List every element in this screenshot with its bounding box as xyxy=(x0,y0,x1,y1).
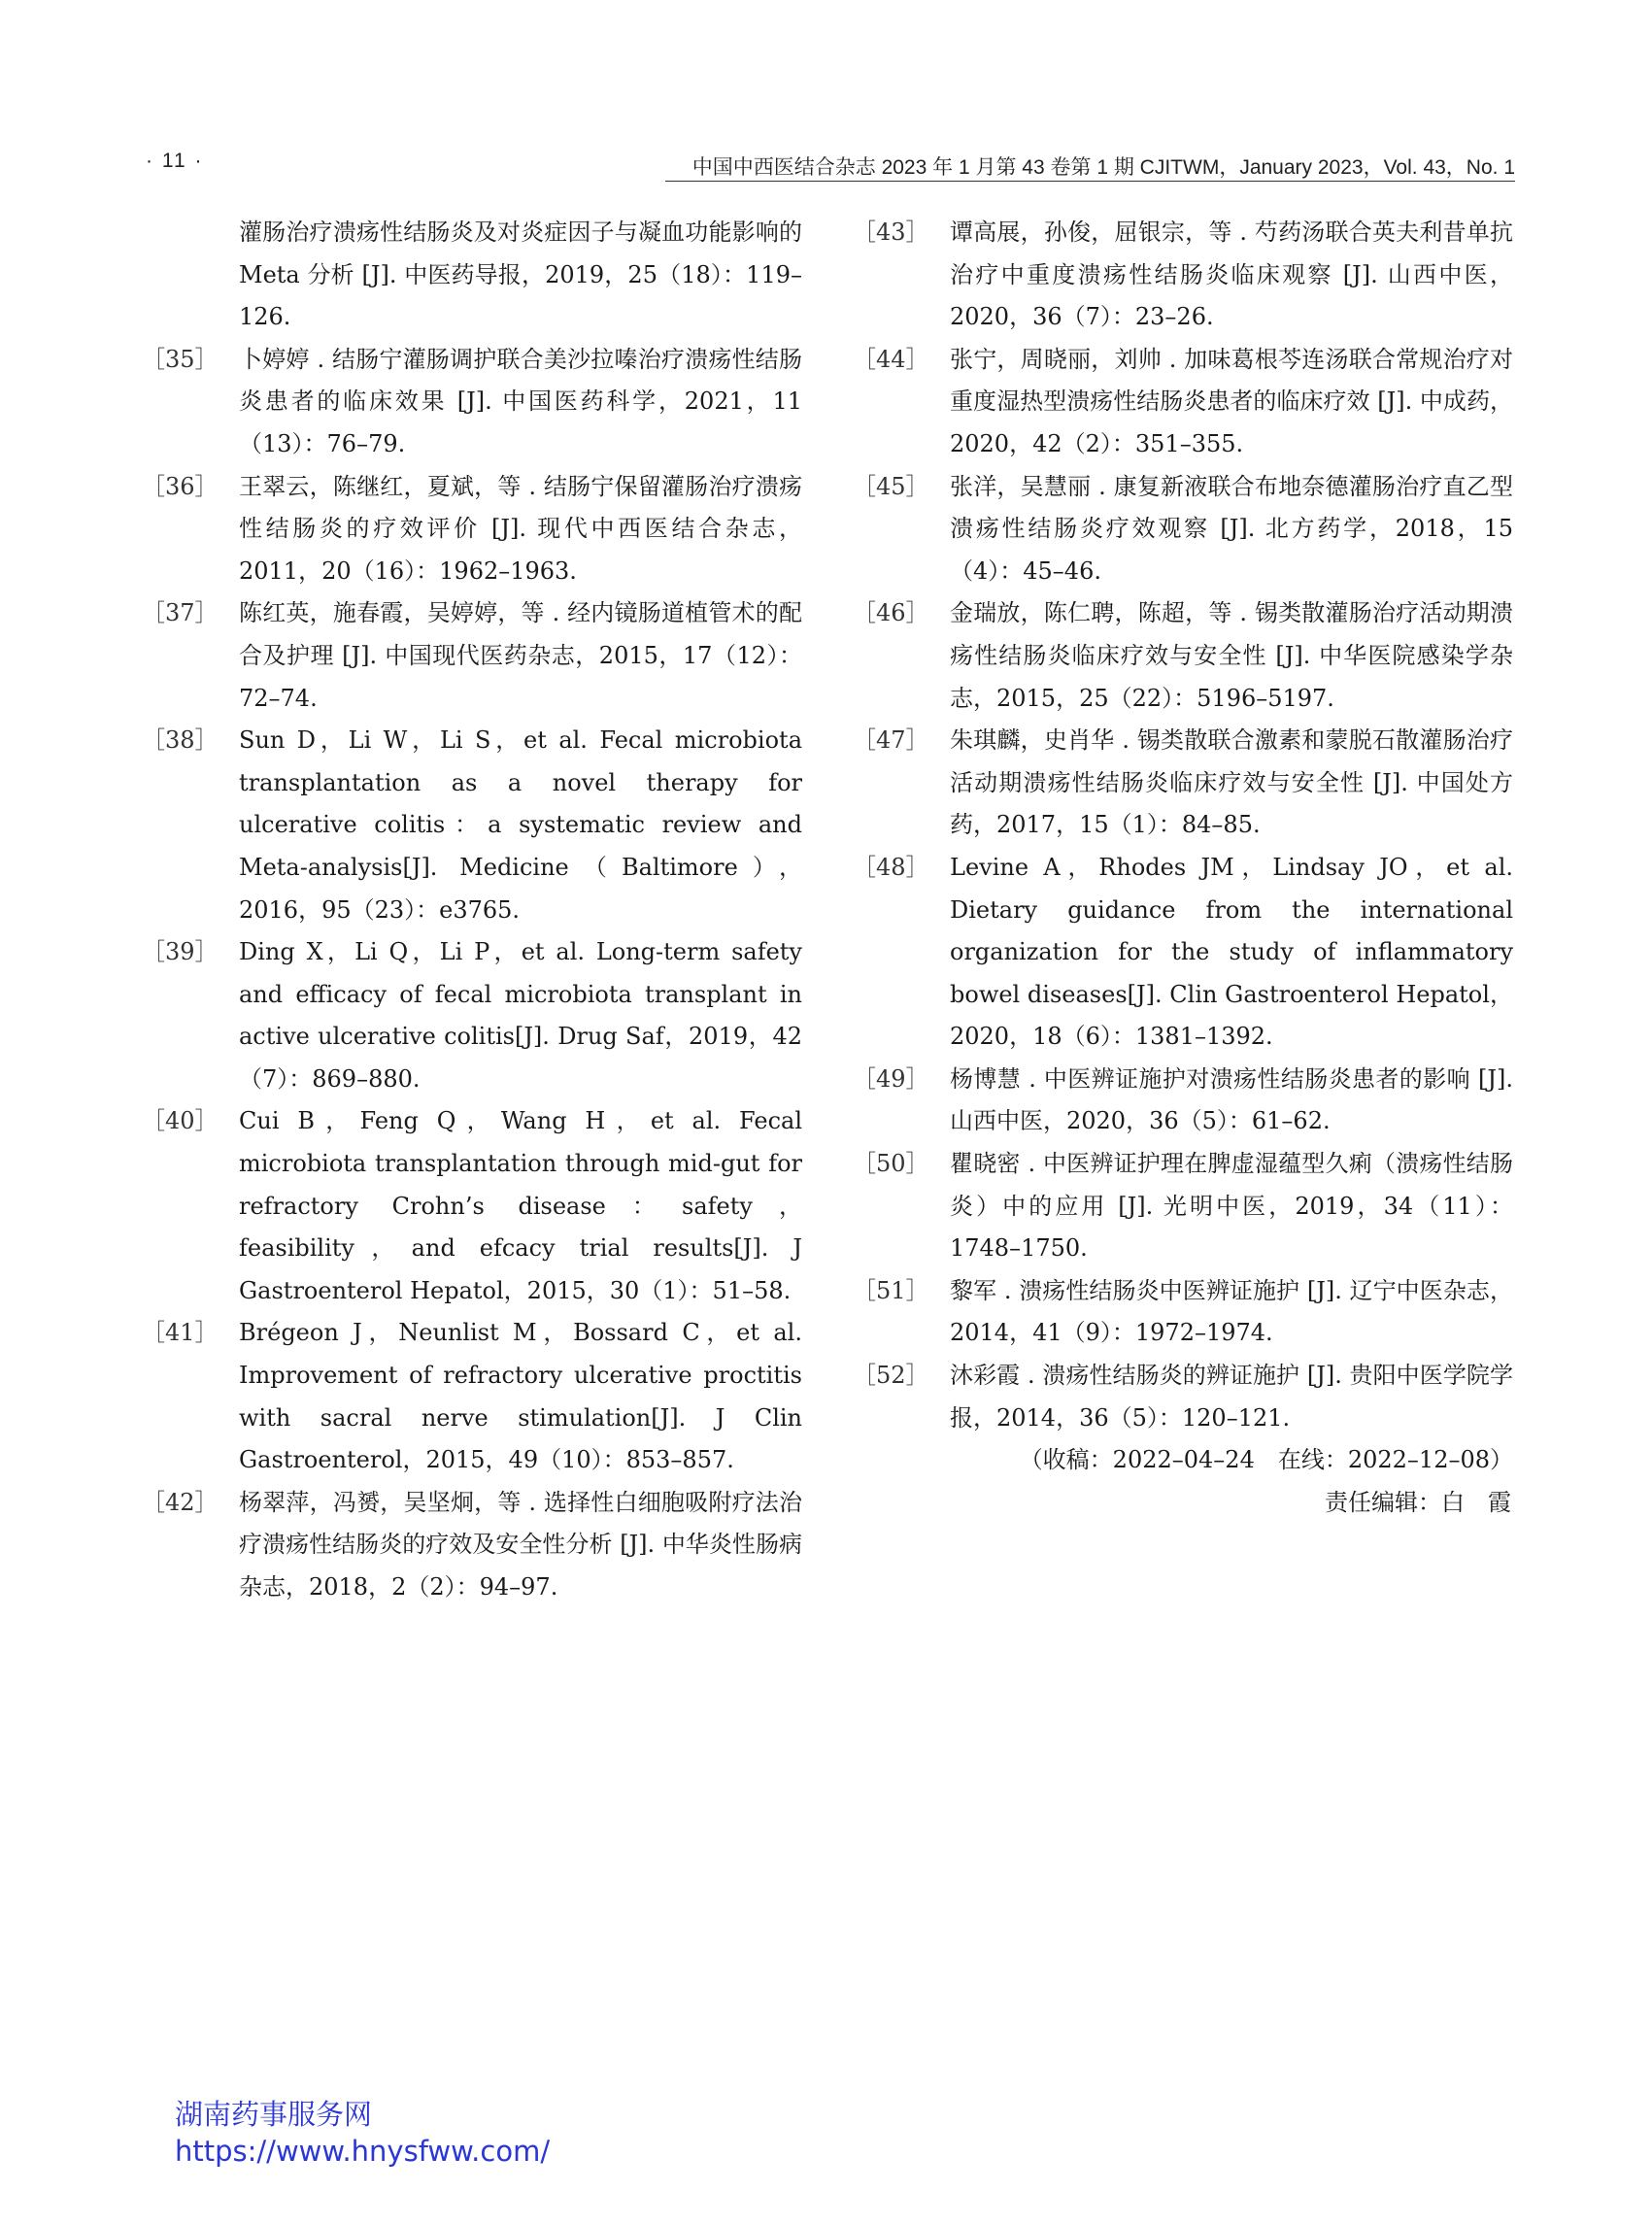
reference-number: ［49］ xyxy=(853,1064,929,1093)
reference-number: ［35］ xyxy=(142,345,219,373)
reference-text: Ding X，Li Q，Li P，et al. Long-term safety and efficacy of fecal microbiota transplant in active ulcerative colitis[J]. Drug Saf，2019，42（7）：869–880. xyxy=(239,938,802,1093)
reference-text: 杨博慧 . 中医辨证施护对溃疡性结肠炎患者的影响 [J]. 山西中医，2020，36（5）：61–62. xyxy=(950,1064,1513,1135)
reference-number: ［40］ xyxy=(142,1107,219,1135)
reference-47 xyxy=(853,720,1513,847)
reference-52 xyxy=(853,1355,1513,1439)
reference-45 xyxy=(853,466,1513,593)
reference-number: ［39］ xyxy=(142,938,219,966)
reference-text: 陈红英，施春霞，吴婷婷，等 . 经内镜肠道植管术的配合及护理 [J]. 中国现代医药杂志，2015，17（12）：72–74. xyxy=(239,599,802,712)
reference-number: ［38］ xyxy=(142,726,219,755)
watermark-site-name: 湖南药事服务网 xyxy=(175,2098,373,2131)
reference-text: Brégeon J，Neunlist M，Bossard C，et al. Improvement of refractory ulcerative proctitis with sacral nerve stimulation[J]. J Clin Gastroenterol，2015，49（10）：853–857. xyxy=(239,1319,802,1474)
journal-citation: 中国中西医结合杂志 2023 年 1 月第 43 卷第 1 期 CJITWM，January 2023，Vol. 43，No. 1 xyxy=(691,156,1515,179)
reference-text: 沐彩霞 . 溃疡性结肠炎的辨证施护 [J]. 贵阳中医学院学报，2014，36（5）：120–121. xyxy=(950,1362,1513,1432)
reference-text: 灌肠治疗溃疡性结肠炎及对炎症因子与凝血功能影响的 Meta 分析 [J]. 中医药导报，2019，25（18）：119–126. xyxy=(239,219,802,331)
responsible-editor: 责任编辑：白 霞 xyxy=(1325,1488,1511,1516)
reference-number: ［44］ xyxy=(853,345,929,373)
reference-42 xyxy=(142,1482,802,1609)
reference-48 xyxy=(853,847,1513,1059)
right-column xyxy=(853,212,1513,1524)
reference-text: 杨翠萍，冯赟，吴坚炯，等 . 选择性白细胞吸附疗法治疗溃疡性结肠炎的疗效及安全性分析 [J]. 中华炎性肠病杂志，2018，2（2）：94–97. xyxy=(239,1488,802,1601)
reference-50 xyxy=(853,1143,1513,1270)
reference-continuation xyxy=(142,212,802,339)
reference-text: 张宁，周晓丽，刘帅 . 加味葛根芩连汤联合常规治疗对重度湿热型溃疡性结肠炎患者的临床疗效 [J]. 中成药，2020，42（2）：351–355. xyxy=(950,345,1513,457)
reference-number: ［42］ xyxy=(142,1488,219,1516)
reference-number: ［51］ xyxy=(853,1276,929,1304)
reference-number: ［43］ xyxy=(853,219,929,246)
reference-number: ［46］ xyxy=(853,599,929,627)
reference-37 xyxy=(142,592,802,720)
reference-43 xyxy=(853,212,1513,339)
page-number: · 11 · xyxy=(146,150,204,172)
reference-text: Levine A，Rhodes JM，Lindsay JO，et al. Dietary guidance from the international organization for the study of inflammatory bowel diseases[J]. Clin Gastroenterol Hepatol，2020，18（6）：1381–1392. xyxy=(950,853,1513,1051)
reference-number: ［37］ xyxy=(142,599,219,627)
reference-49 xyxy=(853,1059,1513,1143)
reference-text: 王翠云，陈继红，夏斌，等 . 结肠宁保留灌肠治疗溃疡性结肠炎的疗效评价 [J]. 现代中西医结合杂志，2011，20（16）：1962–1963. xyxy=(239,472,802,585)
reference-text: 张洋，吴慧丽 . 康复新液联合布地奈德灌肠治疗直乙型溃疡性结肠炎疗效观察 [J]. 北方药学，2018，15（4）：45–46. xyxy=(950,472,1513,585)
left-column xyxy=(142,212,802,1609)
reference-36 xyxy=(142,466,802,593)
reference-text: Cui B，Feng Q，Wang H，et al. Fecal microbiota transplantation through mid-gut for refractory Crohn’s disease：safety，feasibility，and efcacy trial results[J]. J Gastroenterol Hepatol，2015，30（1）：51–58. xyxy=(239,1107,802,1304)
reference-number: ［47］ xyxy=(853,726,929,755)
reference-39 xyxy=(142,931,802,1100)
reference-number: ［50］ xyxy=(853,1150,929,1178)
received-dates: （收稿：2022–04–24 在线：2022–12–08） xyxy=(1019,1446,1513,1474)
reference-40 xyxy=(142,1100,802,1312)
reference-text: 卜婷婷 . 结肠宁灌肠调护联合美沙拉嗪治疗溃疡性结肠炎患者的临床效果 [J]. 中国医药科学，2021，11（13）：76–79. xyxy=(239,345,802,457)
reference-number: ［52］ xyxy=(853,1362,929,1390)
reference-38 xyxy=(142,720,802,931)
watermark-url[interactable]: https://www.hnysfww.com/ xyxy=(175,2135,551,2168)
reference-35 xyxy=(142,339,802,466)
reference-text: 谭高展，孙俊，屈银宗，等 . 芍药汤联合英夫利昔单抗治疗中重度溃疡性结肠炎临床观察 [J]. 山西中医，2020，36（7）：23–26. xyxy=(950,219,1513,331)
page-header xyxy=(136,146,1515,185)
reference-number: ［41］ xyxy=(142,1319,219,1347)
reference-text: 金瑞放，陈仁聘，陈超，等 . 锡类散灌肠治疗活动期溃疡性结肠炎临床疗效与安全性 [J]. 中华医院感染学杂志，2015，25（22）：5196–5197. xyxy=(950,599,1513,712)
reference-44 xyxy=(853,339,1513,466)
reference-text: 瞿晓密 . 中医辨证护理在脾虚湿蕴型久痢（溃疡性结肠炎）中的应用 [J]. 光明中医，2019，34（11）：1748–1750. xyxy=(950,1150,1513,1263)
reference-51 xyxy=(853,1270,1513,1355)
reference-41 xyxy=(142,1312,802,1481)
reference-text: Sun D，Li W，Li S，et al. Fecal microbiota transplantation as a novel therapy for ulcerative colitis：a systematic review and Meta-analysis[J]. Medicine（Baltimore），2016，95（23）：e3765. xyxy=(239,726,802,924)
watermark xyxy=(175,2096,550,2170)
reference-number: ［36］ xyxy=(142,472,219,500)
reference-46 xyxy=(853,592,1513,720)
reference-number: ［45］ xyxy=(853,472,929,500)
reference-number: ［48］ xyxy=(853,853,929,881)
reference-text: 朱琪麟，史肖华 . 锡类散联合激素和蒙脱石散灌肠治疗活动期溃疡性结肠炎临床疗效与安全性 [J]. 中国处方药，2017，15（1）：84–85. xyxy=(950,726,1513,839)
reference-text: 黎军 . 溃疡性结肠炎中医辨证施护 [J]. 辽宁中医杂志，2014，41（9）：1972–1974. xyxy=(950,1276,1513,1347)
header-rule xyxy=(665,181,1515,182)
